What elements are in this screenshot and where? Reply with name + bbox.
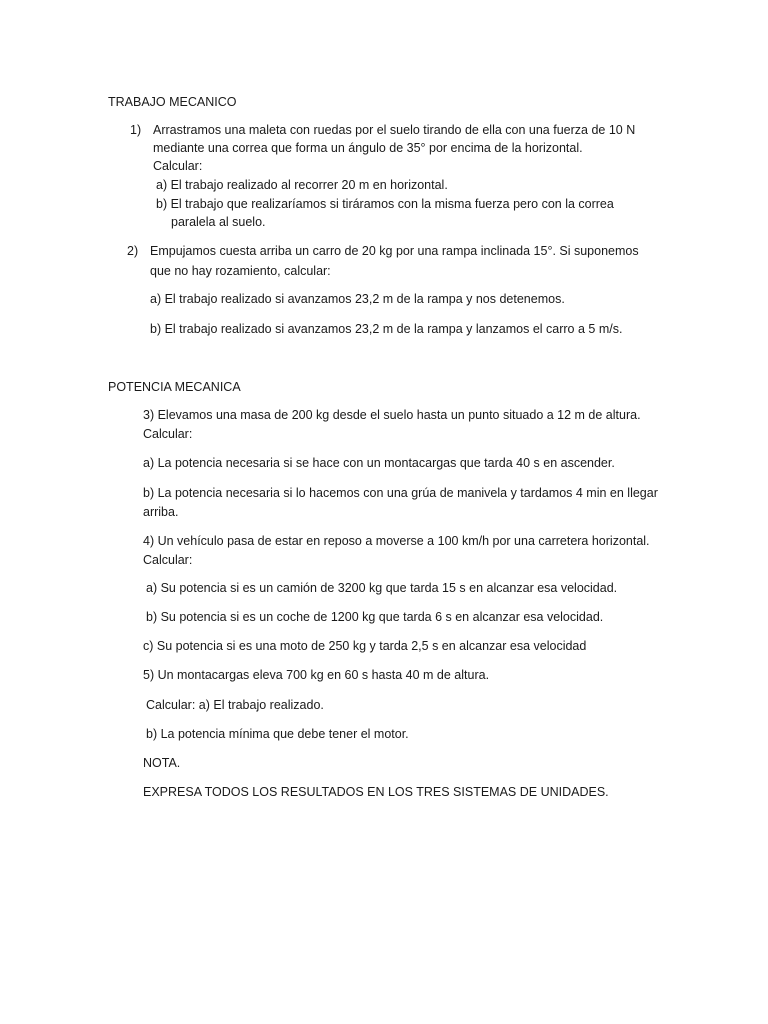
problem-3-line-1: 3) Elevamos una masa de 200 kg desde el suelo hasta un punto situado a 12 m de altura. [143,408,641,422]
problem-1-part-b-line-1: b) El trabajo que realizaríamos si tiráramos con la misma fuerza pero con la correa [156,197,614,211]
problem-1-part-a: a) El trabajo realizado al recorrer 20 m en horizontal. [156,178,448,192]
nota-text: EXPRESA TODOS LOS RESULTADOS EN LOS TRES SISTEMAS DE UNIDADES. [143,785,609,799]
problem-1-line-3: Calcular: [153,159,203,173]
problem-2-number: 2) [127,244,139,258]
problem-1-line-1: Arrastramos una maleta con ruedas por el suelo tirando de ella con una fuerza de 10 N [153,123,636,137]
problem-4-line-2: Calcular: [143,553,193,567]
problem-4-part-c: c) Su potencia si es una moto de 250 kg y tarda 2,5 s en alcanzar esa velocidad [143,639,587,653]
problem-1-number: 1) [130,123,142,137]
problem-3-part-b-line-2: arriba. [143,505,179,519]
problem-5-line-1: 5) Un montacargas eleva 700 kg en 60 s hasta 40 m de altura. [143,668,490,682]
problem-2-part-a: a) El trabajo realizado si avanzamos 23,2 m de la rampa y nos detenemos. [150,292,565,306]
problem-5-part-a: Calcular: a) El trabajo realizado. [146,698,324,712]
section-title-trabajo: TRABAJO MECANICO [108,95,237,109]
problem-2-line-1: Empujamos cuesta arriba un carro de 20 kg por una rampa inclinada 15°. Si suponemos [150,244,639,258]
problem-4-part-b: b) Su potencia si es un coche de 1200 kg que tarda 6 s en alcanzar esa velocidad. [146,610,604,624]
problem-4-line-1: 4) Un vehículo pasa de estar en reposo a moverse a 100 km/h por una carretera horizontal. [143,534,650,548]
problem-1-part-b-line-2: paralela al suelo. [171,215,266,229]
problem-2-part-b: b) El trabajo realizado si avanzamos 23,2 m de la rampa y lanzamos el carro a 5 m/s. [150,322,623,336]
problem-4-part-a: a) Su potencia si es un camión de 3200 kg que tarda 15 s en alcanzar esa velocidad. [146,581,618,595]
section-title-potencia: POTENCIA MECANICA [108,380,241,394]
problem-2-line-2: que no hay rozamiento, calcular: [150,264,331,278]
problem-3-part-b-line-1: b) La potencia necesaria si lo hacemos con una grúa de manivela y tardamos 4 min en llegar [143,486,658,500]
problem-3-part-a: a) La potencia necesaria si se hace con un montacargas que tarda 40 s en ascender. [143,456,615,470]
problem-5-part-b: b) La potencia mínima que debe tener el motor. [146,727,409,741]
problem-3-line-2: Calcular: [143,427,193,441]
nota-label: NOTA. [143,756,181,770]
problem-1-line-2: mediante una correa que forma un ángulo de 35° por encima de la horizontal. [153,141,583,155]
